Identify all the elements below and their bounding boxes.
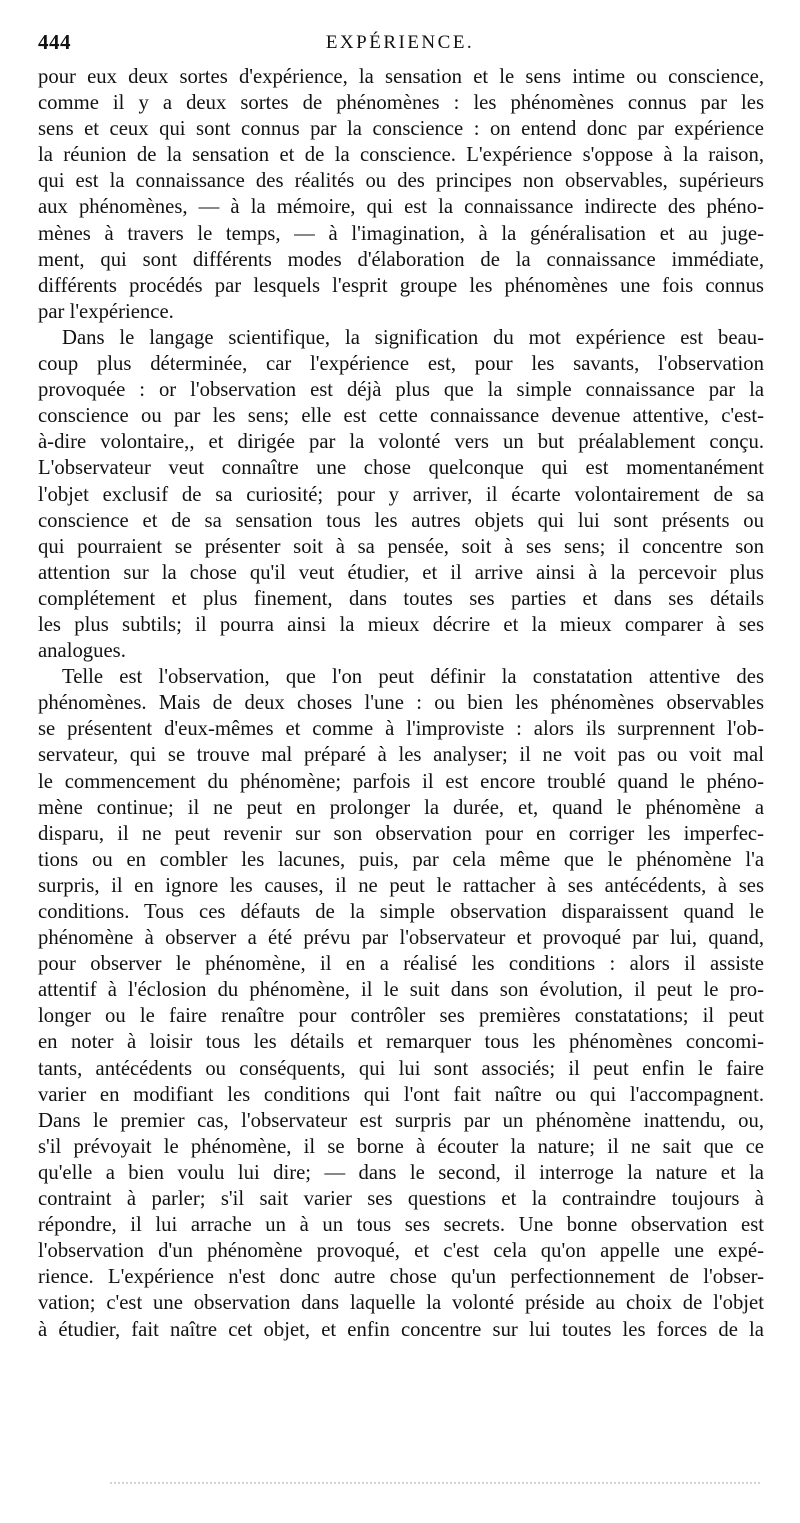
- text-line: coup plus déterminée, car l'expérience est, pour les savants, l'observation: [38, 353, 764, 376]
- text-line: à étudier, fait naître cet objet, et enfin concentre sur lui toutes les forces de la: [38, 1318, 764, 1341]
- text-line: complétement et plus finement, dans toutes ses parties et dans ses détails: [38, 587, 764, 610]
- text-line: L'observateur veut connaître une chose quelconque qui est momentanément: [38, 457, 764, 480]
- text-line: conditions. Tous ces défauts de la simple observation disparaissent quand le: [38, 901, 764, 923]
- text-line: Telle est l'observation, que l'on peut définir la constatation attentive des: [62, 666, 764, 689]
- text-line: répondre, il lui arrache un à un tous ses secrets. Une bonne observation est: [38, 1214, 764, 1237]
- text-line: l'objet exclusif de sa curiosité; pour y arriver, il écarte volontairement de sa: [38, 483, 764, 506]
- text-line: tants, antécédents ou conséquents, qui lui sont associés; il peut enfin le faire: [38, 1057, 764, 1080]
- text-line: différents procédés par lesquels l'esprit groupe les phénomènes une fois connus: [38, 274, 764, 297]
- text-line: conscience ou par les sens; elle est cette connaissance devenue attentive, c'est-: [38, 405, 764, 428]
- text-line: provoquée : or l'observation est déjà plus que la simple connaissance par la: [38, 379, 764, 402]
- text-line: comme il y a deux sortes de phénomènes : les phénomènes connus par les: [38, 92, 764, 115]
- text-line: attentif à l'éclosion du phénomène, il le suit dans son évolution, il peut le pro-: [38, 979, 764, 1002]
- text-line: en noter à loisir tous les détails et remarquer tous les phénomènes concomi-: [38, 1031, 764, 1054]
- text-line: les plus subtils; il pourra ainsi la mieux décrire et la mieux comparer à ses: [38, 613, 764, 636]
- text-line: longer ou le faire renaître pour contrôler ses premières constatations; il peut: [38, 1005, 764, 1028]
- bleed-through-marks: [110, 1482, 760, 1488]
- text-line: varier en modifiant les conditions qui l'ont fait naître ou qui l'accompagnent.: [38, 1083, 764, 1106]
- text-line: qui pourraient se présenter soit à sa pensée, soit à ses sens; il concentre son: [38, 535, 764, 558]
- text-line: servateur, qui se trouve mal préparé à les analyser; il ne voit pas ou voit mal: [38, 744, 764, 767]
- page-number: 444: [38, 30, 71, 54]
- text-line: aux phénomènes, — à la mémoire, qui est la connaissance indirecte des phéno-: [38, 196, 764, 219]
- text-line: analogues.: [38, 640, 126, 663]
- text-line: rience. L'expérience n'est donc autre chose qu'un perfectionnement de l'obser-: [38, 1266, 764, 1289]
- text-line: phénomène à observer a été prévu par l'observateur et provoqué par lui, quand,: [38, 927, 764, 950]
- text-line: la réunion de la sensation et de la conscience. L'expérience s'oppose à la raison,: [38, 144, 764, 167]
- text-line: pour observer le phénomène, il en a réalisé les conditions : alors il assiste: [38, 953, 764, 976]
- text-line: tions ou en combler les lacunes, puis, par cela même que le phénomène l'a: [38, 848, 764, 871]
- text-line: vation; c'est une observation dans laquelle la volonté préside au choix de l'objet: [38, 1292, 764, 1315]
- text-line: pour eux deux sortes d'expérience, la sensation et le sens intime ou conscience,: [38, 66, 764, 88]
- page-header: [38, 30, 762, 62]
- text-line: attention sur la chose qu'il veut étudier, et il arrive ainsi à la percevoir plus: [38, 561, 764, 584]
- running-head: EXPÉRIENCE.: [325, 32, 475, 53]
- text-line: l'observation d'un phénomène provoqué, et c'est cela qu'on appelle une expé-: [38, 1240, 764, 1263]
- text-line: phénomènes. Mais de deux choses l'une : ou bien les phénomènes observables: [38, 692, 764, 715]
- text-line: qu'elle a bien voulu lui dire; — dans le second, il interroge la nature et la: [38, 1161, 764, 1184]
- text-line: disparu, il ne peut revenir sur son observation pour en corriger les imperfec-: [38, 822, 764, 845]
- text-line: par l'expérience.: [38, 300, 174, 323]
- text-line: à-dire volontaire,, et dirigée par la volonté vers un but préalablement conçu.: [38, 431, 764, 454]
- text-line: surpris, il en ignore les causes, il ne peut le rattacher à ses antécédents, à ses: [38, 874, 764, 897]
- text-line: contraint à parler; s'il sait varier ses questions et la contraindre toujours à: [38, 1188, 764, 1211]
- text-line: Dans le premier cas, l'observateur est surpris par un phénomène inattendu, ou,: [38, 1109, 764, 1132]
- text-line: conscience et de sa sensation tous les autres objets qui lui sont présents ou: [38, 509, 764, 532]
- text-line: Dans le langage scientifique, la signification du mot expérience est beau-: [62, 326, 764, 349]
- text-line: se présentent d'eux-mêmes et comme à l'improviste : alors ils surprennent l'ob-: [38, 718, 764, 741]
- body-text: [38, 64, 764, 1343]
- text-line: sens et ceux qui sont connus par la conscience : on entend donc par expérience: [38, 118, 764, 141]
- text-line: ment, qui sont différents modes d'élaboration de la connaissance immédiate,: [38, 248, 764, 271]
- text-line: mène continue; il ne peut en prolonger la durée, et, quand le phénomène a: [38, 796, 764, 819]
- text-line: le commencement du phénomène; parfois il est encore troublé quand le phéno-: [38, 770, 764, 793]
- text-line: qui est la connaissance des réalités ou des principes non observables, supérieurs: [38, 170, 764, 193]
- text-line: mènes à travers le temps, — à l'imagination, à la généralisation et au juge-: [38, 222, 764, 245]
- text-line: s'il prévoyait le phénomène, il se borne à écouter la nature; il ne sait que ce: [38, 1135, 764, 1158]
